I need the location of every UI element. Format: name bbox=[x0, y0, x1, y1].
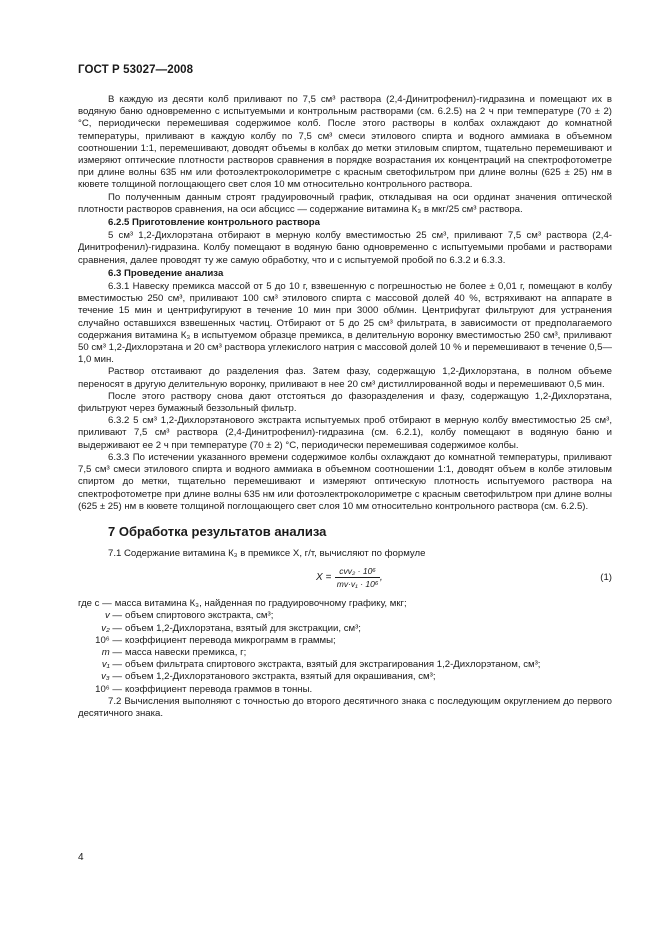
definition-text: объем фильтрата спиртового экстракта, взятый для экстрагирования 1,2-Дихлорэтаном, см³; bbox=[125, 659, 541, 671]
paragraph: 6.3.3 По истечении указанного времени содержимое колбы охлаждают до комнатной температуры, приливают 7,5 см³ смеси этилового спирта и водного аммиака в объемном соотношении 1:1, доводят объем в колбе этиловым спиртом до метки, тщательно перемешивают и измеряют оптическую плотность испытуемого раствора на спектрофотометре при длине волны 635 нм или фотоэлектроколориметре с красным светофильтром при длине волны (625 ± 25) нм в кювете толщиной поглощающего свет слоя 10 мм относительно контрольного раствора (см. 6.2.5). bbox=[78, 451, 612, 512]
formula-tail: , bbox=[379, 572, 383, 584]
definition-text: объем 1,2-Дихлорэтана, взятый для экстракции, см³; bbox=[125, 622, 361, 634]
paragraph: Раствор отстаивают до разделения фаз. Затем фазу, содержащую 1,2-Дихлорэтана, в полном объеме переносят в другую делительную воронку, приливают в нее 20 см³ дистиллированной воды и перемешивают 0,5 мин. bbox=[78, 366, 612, 390]
subsection-heading-6-3: 6.3 Проведение анализа bbox=[108, 267, 224, 279]
definition-row bbox=[78, 671, 612, 683]
document-body bbox=[78, 94, 612, 720]
page-number: 4 bbox=[78, 852, 84, 863]
paragraph: 6.3.2 5 см³ 1,2-Дихлорэтанового экстракта испытуемых проб отбирают в мерную колбу вместимостью 25 см³, приливают 7,5 см³ раствора (2,4-Динитрофенил)-гидразина (см. 6.2.1), колбу помещают в водяную баню и выдерживают ее 2 ч при температуре (70 ± 2) °С, периодически перемешивая содержимое колбы. bbox=[78, 415, 612, 451]
definition-symbol: v — bbox=[104, 610, 122, 622]
paragraph: 7.1 Содержание витамина К₃ в премиксе X, г/т, вычисляют по формуле bbox=[108, 547, 426, 559]
formula-lhs: X = bbox=[316, 572, 332, 584]
definition-symbol: 10⁶ — bbox=[95, 634, 122, 646]
paragraph: По полученным данным строят градуировочный график, откладывая на оси ординат значения оптической плотности растворов сравнения, на оси абсцисс — содержание витамина К₃ в мкг/25 см³ раствора. bbox=[78, 191, 612, 215]
formula-fraction bbox=[335, 566, 380, 589]
formula-block bbox=[78, 562, 612, 596]
section-heading-7: 7 Обработка результатов анализа bbox=[108, 523, 327, 539]
definition-symbol: m — bbox=[101, 646, 122, 658]
paragraph: 5 см³ 1,2-Дихлорэтана отбирают в мерную колбу вместимостью 25 см³, приливают 7,5 см³ раствора (2,4-Динитрофенил)-гидразина. Колбу помещают в водяную баню одновременно с испытуемыми пробами и растворами сравнения, далее проводят ту же самую обработку, что и с испытуемой пробой по 6.3.2 и 6.3.3. bbox=[78, 230, 612, 266]
definition-symbol: где с — bbox=[78, 598, 112, 610]
definition-symbol: v₃ — bbox=[101, 671, 122, 683]
formula bbox=[316, 566, 383, 589]
definition-symbol: v₂ — bbox=[101, 622, 122, 634]
paragraph: После этого раствору снова дают отстояться до фазоразделения и фазу, содержащую 1,2-Дихлорэтана, фильтруют через бумажный беззольный фильтр. bbox=[78, 390, 612, 415]
formula-number: (1) bbox=[600, 572, 612, 584]
definition-row bbox=[78, 659, 612, 671]
subsection-heading-6-2-5: 6.2.5 Приготовление контрольного раствора bbox=[108, 217, 320, 229]
definition-row bbox=[78, 623, 612, 635]
paragraph: 7.2 Вычисления выполняют с точностью до второго десятичного знака с последующим округлением до первого десятичного знака. bbox=[78, 695, 612, 719]
definition-row bbox=[78, 598, 612, 610]
definition-symbol: 10⁶ — bbox=[95, 683, 122, 695]
definition-row bbox=[78, 647, 612, 659]
definition-row bbox=[78, 635, 612, 647]
definition-row bbox=[78, 610, 612, 622]
definition-text: масса навески премикса, г; bbox=[125, 646, 247, 658]
formula-denominator: mv·v₁ · 10⁶ bbox=[336, 579, 379, 590]
paragraph: В каждую из десяти колб приливают по 7,5 см³ раствора (2,4-Динитрофенил)-гидразина и помещают их в водяную баню одновременно с испытуемыми и контрольным растворами (см. 6.2.5) на 2 ч при температуре (70 ± 2) °С, периодически перемешивая содержимое колб. После этого растворы в колбах охлаждают до комнатной температуры, приливают в каждую колбу по 7,5 см³ смеси этилового спирта и водного аммиака в объемном соотношении 1:1, перемешивают, доводят объемы в колбах до метки этиловым спиртом, тщательно перемешивают и измеряют оптические плотности растворов сравнения в порядке возрастания их концентраций на спектрофотометре при длине волны 635 нм или фотоэлектроколориметре с красным светофильтром при длине волны (625 ± 25) нм в кювете толщиной поглощающего свет слоя 10 мм относительно контрольного раствора. bbox=[78, 94, 612, 191]
definition-symbol: v₁ — bbox=[101, 659, 122, 671]
definition-text: коэффициент перевода граммов в тонны. bbox=[125, 683, 313, 695]
variable-definitions bbox=[78, 598, 612, 696]
definition-text: масса витамина К₃, найденная по градуировочному графику, мкг; bbox=[114, 598, 407, 610]
definition-text: объем спиртового экстракта, см³; bbox=[125, 610, 274, 622]
definition-text: коэффициент перевода микрограмм в граммы; bbox=[125, 634, 336, 646]
formula-numerator: cvv₂ · 10⁶ bbox=[335, 566, 380, 578]
document-header: ГОСТ Р 53027—2008 bbox=[78, 64, 194, 76]
paragraph: 6.3.1 Навеску премикса массой от 5 до 10 г, взвешенную с погрешностью не более ± 0,01 г, помещают в колбу вместимостью 250 см³, приливают 100 см³ этилового спирта с массовой долей 40 %, встряхивают на аппарате в течение 15 мин и центрифугируют в течение 10 мин при 3000 об/мин. Центрифугат фильтруют для устранения случайно оставшихся взвешенных частиц. Отбирают от 5 до 25 см³ фильтрата, в зависимости от предполагаемого содержания витамина К₃ в испытуемом образце премикса, в делительную воронку вместимостью 250 см³, приливают 50 см³ 1,2-Дихлорэтана и 20 см³ раствора углекислого натрия с массовой долей 10 % и перемешивают в течение 0,5—1,0 мин. bbox=[78, 281, 612, 366]
definition-row bbox=[78, 684, 612, 696]
definition-text: объем 1,2-Дихлорэтанового экстракта, взятый для окрашивания, см³; bbox=[125, 671, 436, 683]
